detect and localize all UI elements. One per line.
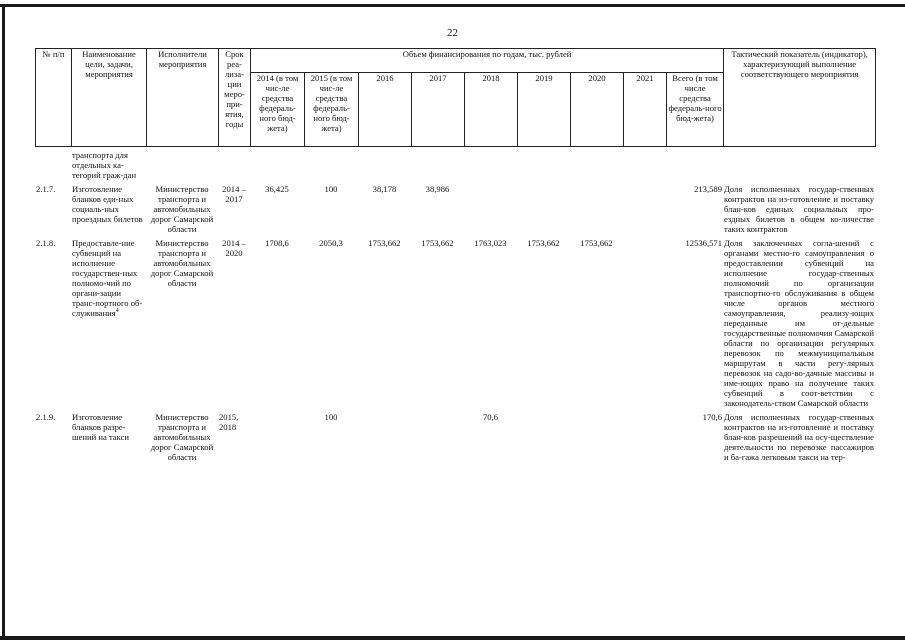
row-2019 [517,184,570,234]
row-total: 213,589 [694,184,722,194]
header-2021: 2021 [624,73,667,147]
row-2017: 1753,662 [421,238,454,248]
row-total: 170,6 [702,412,722,422]
table-body [35,150,875,462]
header-2020: 2020 [571,73,624,147]
row-2014 [250,412,304,462]
row-indicator: Доля исполненных государ-ственных контрактов на из-готовление и поставку блан-ков разрешений на осу-ществление деятельности по перевозке пассажиров и ба-гажа легковым такси на тер- [724,412,874,462]
header-name: Наименование цели, задачи, мероприятия [72,49,147,147]
row-2018: 70,6 [482,412,499,422]
row-num: 2.1.9. [36,412,56,422]
row-executor: Министерство транспорта и автомобильных дорог Самарской области [150,238,214,288]
row-2016: 38,178 [372,184,397,194]
row-2021 [623,184,666,234]
row-num: 2.1.8. [36,238,56,248]
header-2016: 2016 [359,73,412,147]
header-2019: 2019 [518,73,571,147]
continuation-text: транспорта для отдельных ка-тегорий граж-дан [72,150,137,180]
row-2021 [623,412,666,462]
page-number: 22 [447,27,458,39]
row-term: 2015, 2018 [219,412,239,432]
row-2017 [411,412,464,462]
row-2020 [570,184,623,234]
row-2020: 1753,662 [580,238,613,248]
row-name: Предоставле-ние субвенций на исполнение государствен-ных полномо-чий по органи-зации транс-портного об-служивания [72,238,143,318]
header-funding: Объем финансирования по годам, тыс. рублей [251,49,724,73]
row-term: 2014 – 2017 [222,184,246,204]
table-row-continuation [35,150,875,180]
row-2016: 1753,662 [368,238,401,248]
row-2018 [464,184,517,234]
footnote-mark: 4 [115,308,119,315]
header-term: Срок реа-лиза-ции меро-при-ятия, годы [219,49,251,147]
row-total: 12536,571 [685,238,722,248]
table-row [35,184,875,234]
header-executor: Исполнители мероприятия [147,49,219,147]
row-name: Изготовление бланков еди-ных социаль-ных проездных билетов [72,184,143,224]
row-indicator: Доля исполненных государ-ственных контрактов на из-готовление и поставку блан-ков единых социальных про-ездных билетов в общем ко-личестве таких контрактов [724,184,874,234]
row-2015: 2050,3 [319,238,343,248]
header-indicator: Тактический показатель (индикатор), характеризующий выполнение соответствующего мероприятия [724,49,876,147]
row-name: Изготовление бланков разре-шений на такси [72,412,129,442]
scan-border-bottom [0,636,905,640]
row-num: 2.1.7. [36,184,56,194]
header-2017: 2017 [412,73,465,147]
header-2015: 2015 (в том чис-ле средства федераль-ного бюд-жета) [305,73,359,147]
row-2016 [358,412,411,462]
row-2015: 100 [324,184,338,194]
row-2018: 1763,023 [474,238,507,248]
row-name-cell [71,238,146,408]
row-2017: 38,986 [425,184,450,194]
row-indicator: Доля заключенных согла-шений с органами местно-го самоуправления о предоставлении субвенций на исполнение государ-ственных полномочий по организации транспортно-го обслуживания в общем числе органов местного самоуправления, реализу-ющих переданные им от-дельные государственные полномочия Самарской области по организации регулярных перевозок по межмуниципальным маршрутам в части регу-лярных перевозок на садо-во-дачные массивы и име-ющих право на получение таких субвенций в соот-ветствии с законодатель-ством Самарской области [724,238,874,408]
header-2018: 2018 [465,73,518,147]
row-executor: Министерство транспорта и автомобильных дорог Самарской области [150,412,214,462]
row-2019: 1753,662 [527,238,560,248]
row-2020 [570,412,623,462]
row-2021 [623,238,666,408]
row-executor: Министерство транспорта и автомобильных дорог Самарской области [150,184,214,234]
scan-border-left [2,4,5,638]
header-total: Всего (в том числе средства федераль-ного бюд-жета) [667,73,724,147]
table-row [35,238,875,408]
header-2014: 2014 (в том чис-ле средства федераль-ного бюд-жета) [251,73,305,147]
header-num: № п/п [36,49,72,147]
table-header [35,48,876,147]
row-2014: 1708,6 [265,238,289,248]
row-2019 [517,412,570,462]
scan-border-top [0,4,905,7]
row-term: 2014 – 2020 [222,238,246,258]
table-row [35,412,875,462]
row-2015: 100 [324,412,338,422]
row-2014: 36,425 [265,184,289,194]
